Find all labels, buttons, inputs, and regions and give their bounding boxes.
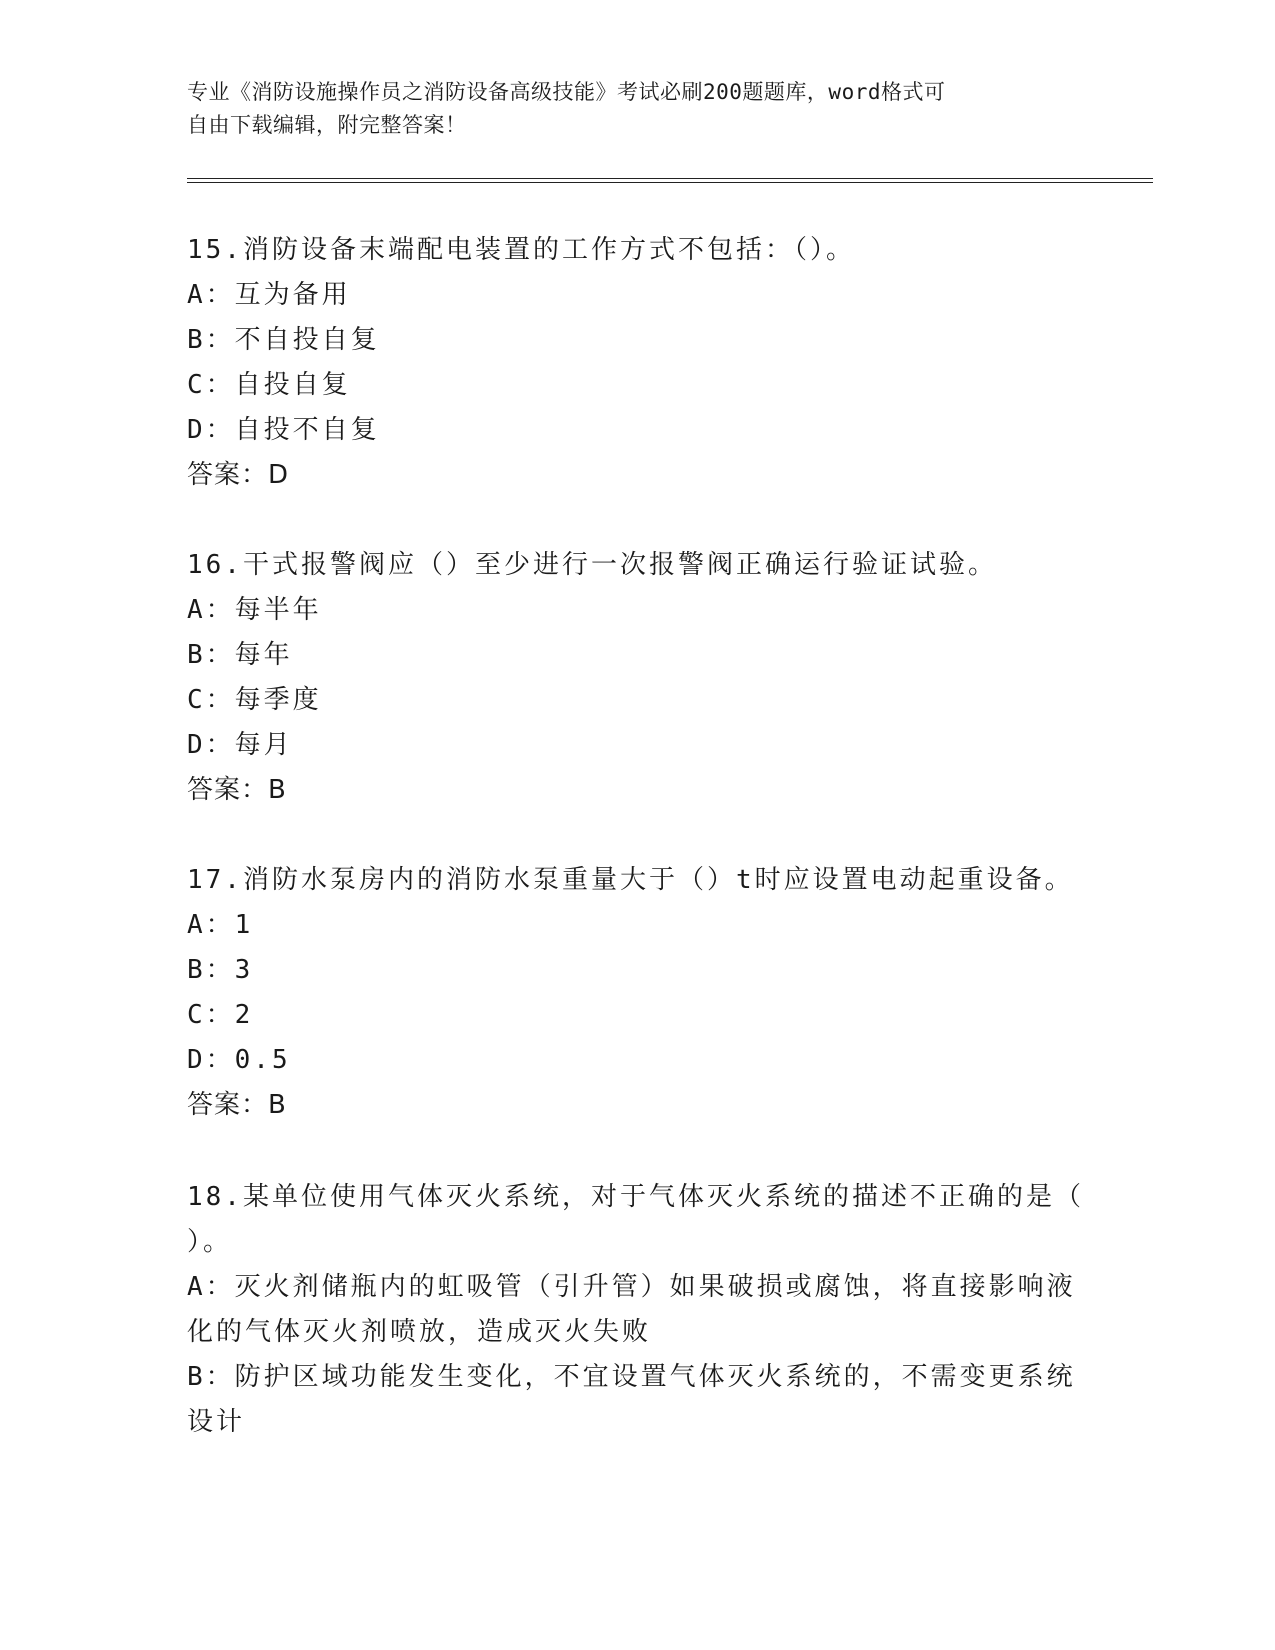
header-line-2: 自由下载编辑，附完整答案！ [187,113,467,137]
option-a: A：每半年 [187,595,322,625]
answer-label: 答案：B [187,1090,287,1120]
question-stem-line-1: 18.某单位使用气体灭火系统，对于气体灭火系统的描述不正确的是（ [187,1182,1084,1212]
question-stem: 17.消防水泵房内的消防水泵重量大于（）t时应设置电动起重设备。 [187,865,1074,895]
question-stem: 16.干式报警阀应（）至少进行一次报警阀正确运行验证试验。 [187,550,997,580]
option-d: D：每月 [187,730,293,760]
option-a: A：互为备用 [187,280,351,310]
question-17 [187,858,1074,1128]
option-b-line-1: B：防护区域功能发生变化，不宜设置气体灭火系统的，不需变更系统 [187,1362,1076,1392]
option-b: B：每年 [187,640,293,670]
option-b-line-2: 设计 [187,1407,246,1437]
question-stem: 15.消防设备末端配电装置的工作方式不包括：（）。 [187,235,855,265]
option-a: A：1 [187,910,254,940]
option-b: B：不自投自复 [187,325,380,355]
header-divider [187,178,1153,183]
answer-label: 答案：D [187,460,290,490]
answer-label: 答案：B [187,775,287,805]
document-header [187,76,1067,142]
option-b: B：3 [187,955,254,985]
header-line-1: 专业《消防设施操作员之消防设备高级技能》考试必刷200题题库，word格式可 [187,80,946,104]
option-c: C：每季度 [187,685,322,715]
question-15 [187,228,1067,498]
question-stem-line-2: ）。 [187,1227,233,1257]
option-a-line-2: 化的气体灭火剂喷放，造成灭火失败 [187,1317,652,1347]
option-c: C：2 [187,1000,254,1030]
option-c: C：自投自复 [187,370,351,400]
option-d: D：自投不自复 [187,415,380,445]
question-16 [187,543,1067,813]
option-d: D：0.5 [187,1045,291,1075]
option-a-line-1: A：灭火剂储瓶内的虹吸管（引升管）如果破损或腐蚀，将直接影响液 [187,1272,1076,1302]
question-18 [187,1175,1084,1445]
